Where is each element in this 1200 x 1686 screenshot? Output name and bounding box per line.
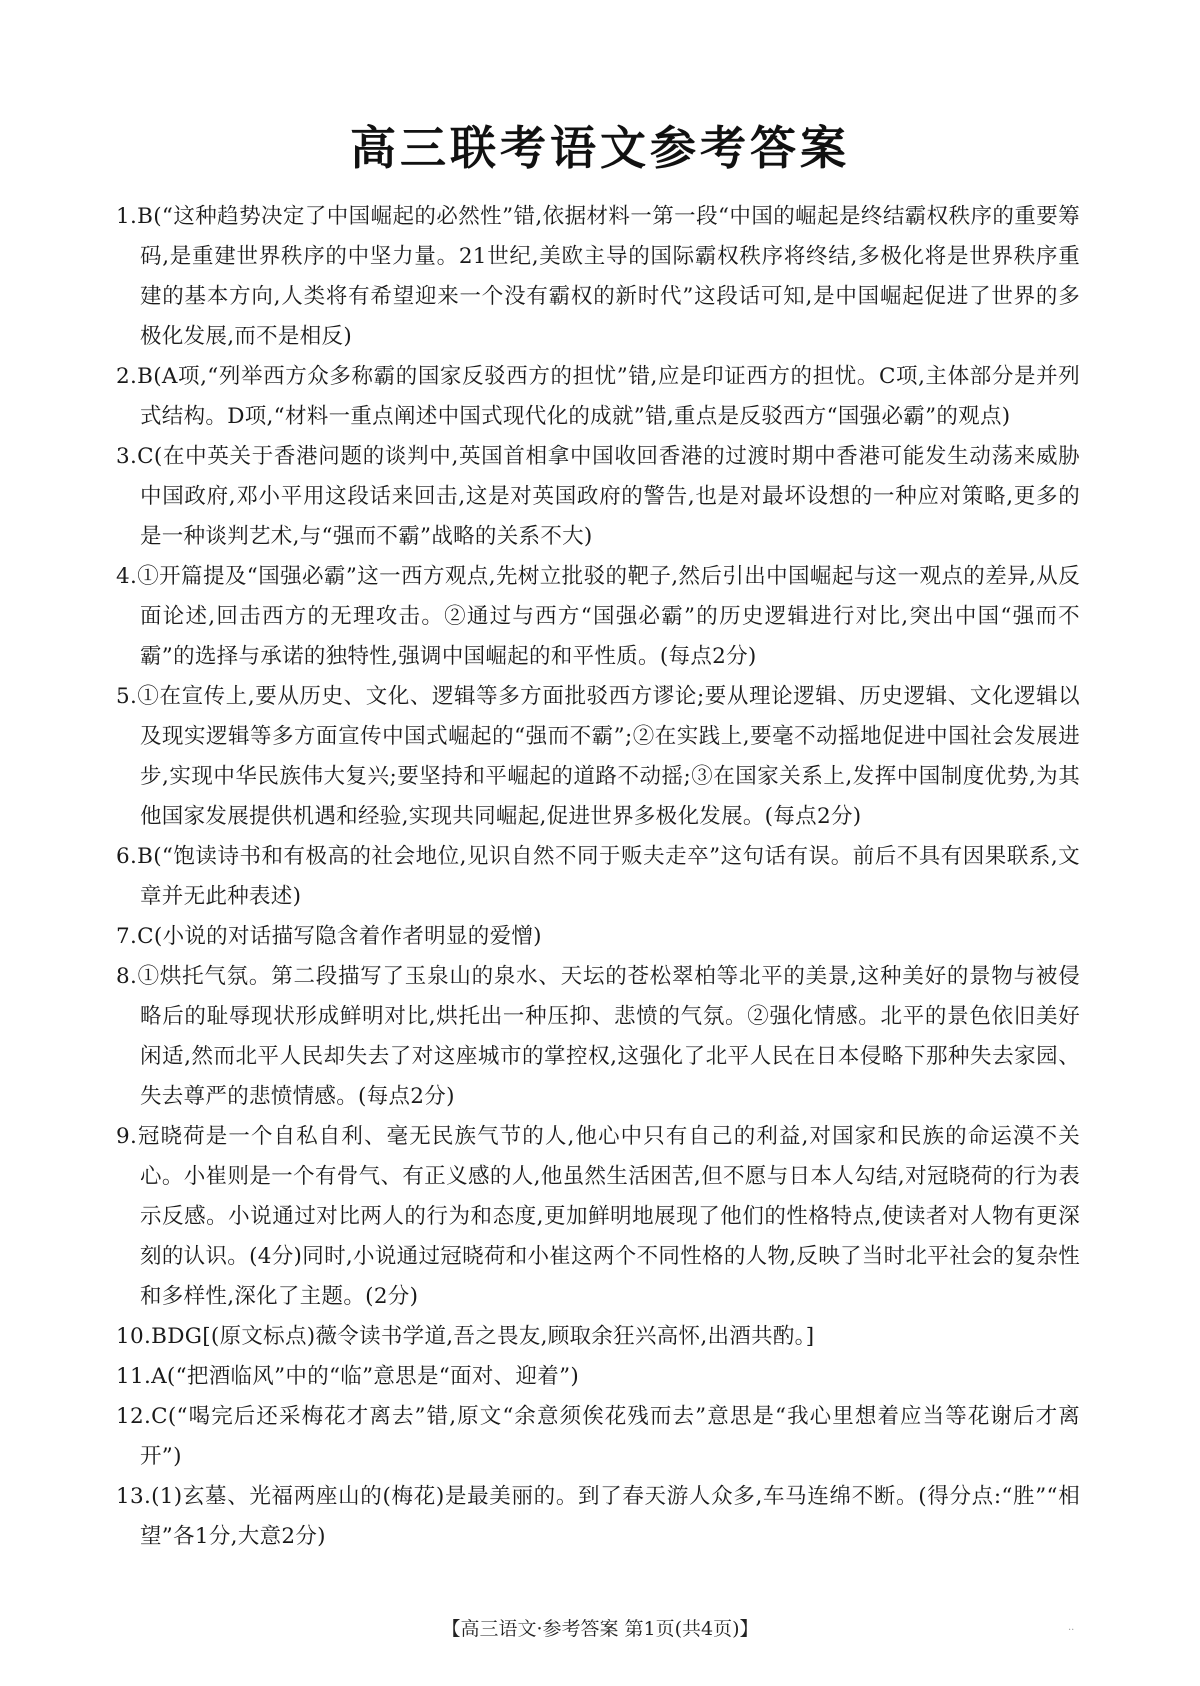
answer-item-8 bbox=[116, 957, 1080, 1117]
item-text: C(“喝完后还采梅花才离去”错,原文“余意须俟花残而去”意思是“我心里想着应当等花谢后才离开”) bbox=[140, 1404, 1080, 1469]
item-number: 9. bbox=[116, 1124, 138, 1149]
page-footer: 【高三语文·参考答案 第1页(共4页)】 bbox=[441, 1618, 759, 1640]
scan-mark: .. bbox=[1068, 1622, 1075, 1633]
item-number: 1. bbox=[116, 204, 138, 229]
answer-item-6 bbox=[116, 837, 1080, 917]
item-text: B(A项,“列举西方众多称霸的国家反驳西方的担忧”错,应是印证西方的担忧。C项,主体部分是并列式结构。D项,“材料一重点阐述中国式现代化的成就”错,重点是反驳西方“国强必霸”的观点) bbox=[137, 364, 1080, 429]
answer-item-1 bbox=[116, 197, 1080, 357]
item-text: C(小说的对话描写隐含着作者明显的爱憎) bbox=[137, 924, 542, 949]
page-title: 高三联考语文参考答案 bbox=[350, 121, 850, 175]
answer-item-13 bbox=[116, 1477, 1080, 1557]
item-number: 11. bbox=[116, 1364, 152, 1389]
item-text: B(“饱读诗书和有极高的社会地位,见识自然不同于贩夫走卒”这句话有误。前后不具有因果联系,文章并无此种表述) bbox=[137, 844, 1080, 909]
item-number: 4. bbox=[116, 564, 138, 589]
item-text: A(“把酒临风”中的“临”意思是“面对、迎着”) bbox=[151, 1364, 580, 1389]
answer-item-3 bbox=[116, 437, 1080, 557]
item-number: 2. bbox=[116, 364, 138, 389]
answer-list bbox=[116, 197, 1080, 1557]
item-number: 10. bbox=[116, 1324, 152, 1349]
answer-item-12 bbox=[116, 1397, 1080, 1477]
answer-item-2 bbox=[116, 357, 1080, 437]
answer-item-4 bbox=[116, 557, 1080, 677]
answer-item-9 bbox=[116, 1117, 1080, 1317]
answer-item-5 bbox=[116, 677, 1080, 837]
item-text: ①烘托气氛。第二段描写了玉泉山的泉水、天坛的苍松翠柏等北平的美景,这种美好的景物与被侵略后的耻辱现状形成鲜明对比,烘托出一种压抑、悲愤的气氛。②强化情感。北平的景色依旧美好闲适,然而北平人民却失去了对这座城市的掌控权,这强化了北平人民在日本侵略下那种失去家园、失去尊严的悲愤情感。(每点2分) bbox=[137, 964, 1080, 1109]
item-number: 5. bbox=[116, 684, 138, 709]
item-text: B(“这种趋势决定了中国崛起的必然性”错,依据材料一第一段“中国的崛起是终结霸权秩序的重要筹码,是重建世界秩序的中坚力量。21世纪,美欧主导的国际霸权秩序将终结,多极化将是世界秩序重建的基本方向,人类将有希望迎来一个没有霸权的新时代”这段话可知,是中国崛起促进了世界的多极化发展,而不是相反) bbox=[137, 204, 1080, 349]
answer-item-10 bbox=[116, 1317, 1080, 1357]
answer-item-7 bbox=[116, 917, 1080, 957]
item-number: 7. bbox=[116, 924, 138, 949]
answer-item-11 bbox=[116, 1357, 1080, 1397]
item-number: 12. bbox=[116, 1404, 152, 1429]
item-number: 8. bbox=[116, 964, 138, 989]
item-number: 6. bbox=[116, 844, 138, 869]
item-number: 13. bbox=[116, 1484, 152, 1509]
item-text: ①开篇提及“国强必霸”这一西方观点,先树立批驳的靶子,然后引出中国崛起与这一观点的差异,从反面论述,回击西方的无理攻击。②通过与西方“国强必霸”的历史逻辑进行对比,突出中国“强而不霸”的选择与承诺的独特性,强调中国崛起的和平性质。(每点2分) bbox=[137, 564, 1080, 669]
item-text: C(在中英关于香港问题的谈判中,英国首相拿中国收回香港的过渡时期中香港可能发生动荡来威胁中国政府,邓小平用这段话来回击,这是对英国政府的警告,也是对最坏设想的一种应对策略,更多的是一种谈判艺术,与“强而不霸”战略的关系不大) bbox=[137, 444, 1080, 549]
item-text: ①在宣传上,要从历史、文化、逻辑等多方面批驳西方谬论;要从理论逻辑、历史逻辑、文化逻辑以及现实逻辑等多方面宣传中国式崛起的“强而不霸”;②在实践上,要毫不动摇地促进中国社会发展进步,实现中华民族伟大复兴;要坚持和平崛起的道路不动摇;③在国家关系上,发挥中国制度优势,为其他国家发展提供机遇和经验,实现共同崛起,促进世界多极化发展。(每点2分) bbox=[137, 684, 1080, 829]
item-text: (1)玄墓、光福两座山的(梅花)是最美丽的。到了春天游人众多,车马连绵不断。(得分点:“胜”“相望”各1分,大意2分) bbox=[140, 1484, 1080, 1549]
item-text: BDG[(原文标点)薇令读书学道,吾之畏友,顾取余狂兴高怀,出酒共酌。] bbox=[151, 1324, 815, 1349]
item-text: 冠晓荷是一个自私自利、毫无民族气节的人,他心中只有自己的利益,对国家和民族的命运漠不关心。小崔则是一个有骨气、有正义感的人,他虽然生活困苦,但不愿与日本人勾结,对冠晓荷的行为表示反感。小说通过对比两人的行为和态度,更加鲜明地展现了他们的性格特点,使读者对人物有更深刻的认识。(4分)同时,小说通过冠晓荷和小崔这两个不同性格的人物,反映了当时北平社会的复杂性和多样性,深化了主题。(2分) bbox=[137, 1124, 1080, 1309]
item-number: 3. bbox=[116, 444, 138, 469]
